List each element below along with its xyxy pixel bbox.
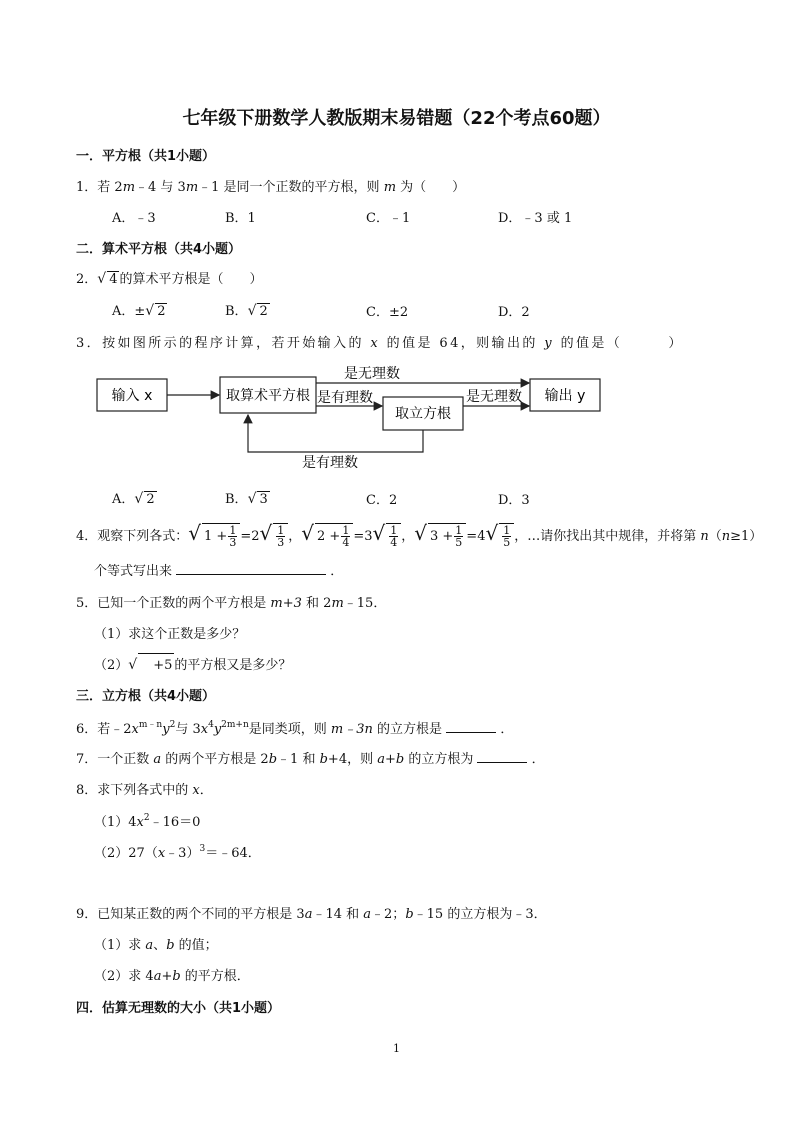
option-a: A．±√ 2 xyxy=(112,303,166,319)
program-flowchart xyxy=(90,360,610,475)
option-c: C．﹣1 xyxy=(366,211,411,226)
page-number: 1 xyxy=(393,1042,400,1055)
option-c: C．±2 xyxy=(366,305,409,320)
question-8-part-2: （2）27（x﹣3）$^3$＝﹣64． xyxy=(94,844,261,861)
option-b: B．√ 2 xyxy=(225,303,268,319)
question-2: 2．√ 4 的算术平方根是（ ） xyxy=(76,271,263,287)
answer-blank[interactable] xyxy=(446,732,496,733)
option-d: D．﹣3 或 1 xyxy=(498,211,573,226)
option-b: B．√ 3 xyxy=(225,491,268,507)
answer-blank[interactable] xyxy=(176,574,326,575)
question-1: 1．若 2m﹣4 与 3m﹣1 是同一个正数的平方根，则 m 为（ ） xyxy=(76,180,466,195)
question-8-part-1: $(1)4x^2﹣16=0$ xyxy=(94,813,201,830)
option-a: A．√ 2 xyxy=(112,491,155,507)
section-heading: 二．算术平方根（共4小题） xyxy=(76,242,242,257)
question-9: 9．已知某正数的两个不同的平方根是 3a﹣14 和 a﹣2；b﹣15 的立方根为﹣3． xyxy=(76,907,547,922)
option-a: A．﹣3 xyxy=(112,211,156,226)
irrational-label-right: 是无理数 xyxy=(466,389,522,405)
question-9-part-2: （2）求 4a+b 的平方根． xyxy=(94,969,250,984)
question-7: 7．一个正数 a 的两个平方根是 2b﹣1 和 b+4，则 a+b 的立方根为 ． xyxy=(76,752,545,767)
irrational-label-top: 是无理数 xyxy=(344,366,400,382)
question-3: 3．按如图所示的程序计算，若开始输入的 x 的值是 64，则输出的 y 的值是（ ） xyxy=(76,336,684,351)
input-label: 输入 x xyxy=(111,388,153,404)
sqrt-label: 取算术平方根 xyxy=(226,388,310,404)
question-6: 6．若$﹣2x^{m﹣n}y^2$与 $3x^4y^{2m+n}$是同类项，则 m﹣3n 的立方根是 ． xyxy=(76,720,514,737)
output-label: 输出 y xyxy=(544,388,586,404)
question-5-part-2: （2）√ +5 的平方根又是多少？ xyxy=(94,653,291,673)
section-heading: 一．平方根（共1小题） xyxy=(76,149,216,164)
question-5-part-1: （1）求这个正数是多少？ xyxy=(94,627,246,642)
rational-label-bottom: 是有理数 xyxy=(302,455,358,471)
option-b: B．1 xyxy=(225,211,256,226)
section-heading: 四．估算无理数的大小（共1小题） xyxy=(76,1001,281,1016)
question-5: 5．已知一个正数的两个平方根是 m+3 和 2m﹣15． xyxy=(76,596,387,611)
question-4-line2: 个等式写出来 ． xyxy=(94,564,344,579)
option-d: D．2 xyxy=(498,305,530,320)
section-heading: 三．立方根（共4小题） xyxy=(76,689,216,704)
rational-label-mid: 是有理数 xyxy=(317,390,373,406)
option-d: D．3 xyxy=(498,493,530,508)
question-8: 8．求下列各式中的 x． xyxy=(76,783,213,798)
cbrt-label: 取立方根 xyxy=(395,406,451,422)
option-c: C．2 xyxy=(366,493,398,508)
page-title: 七年级下册数学人教版期末易错题（22个考点60题） xyxy=(182,108,611,129)
answer-blank[interactable] xyxy=(477,762,527,763)
question-9-part-1: （1）求 a、b 的值； xyxy=(94,938,218,953)
question-4: 4．观察下列各式：√ 1 + $\frac{1}{3}$ =2√ $\frac{1}{3}$ ，√ 2 + $\frac{1}{4}$ =3√ $\frac{1}{4}$ ，√ 3 + $\frac{1}{5}$ =4√ $\frac{1}{5}$ ，…请你找出其中规律，并将第 n（n≥1） xyxy=(76,521,763,549)
